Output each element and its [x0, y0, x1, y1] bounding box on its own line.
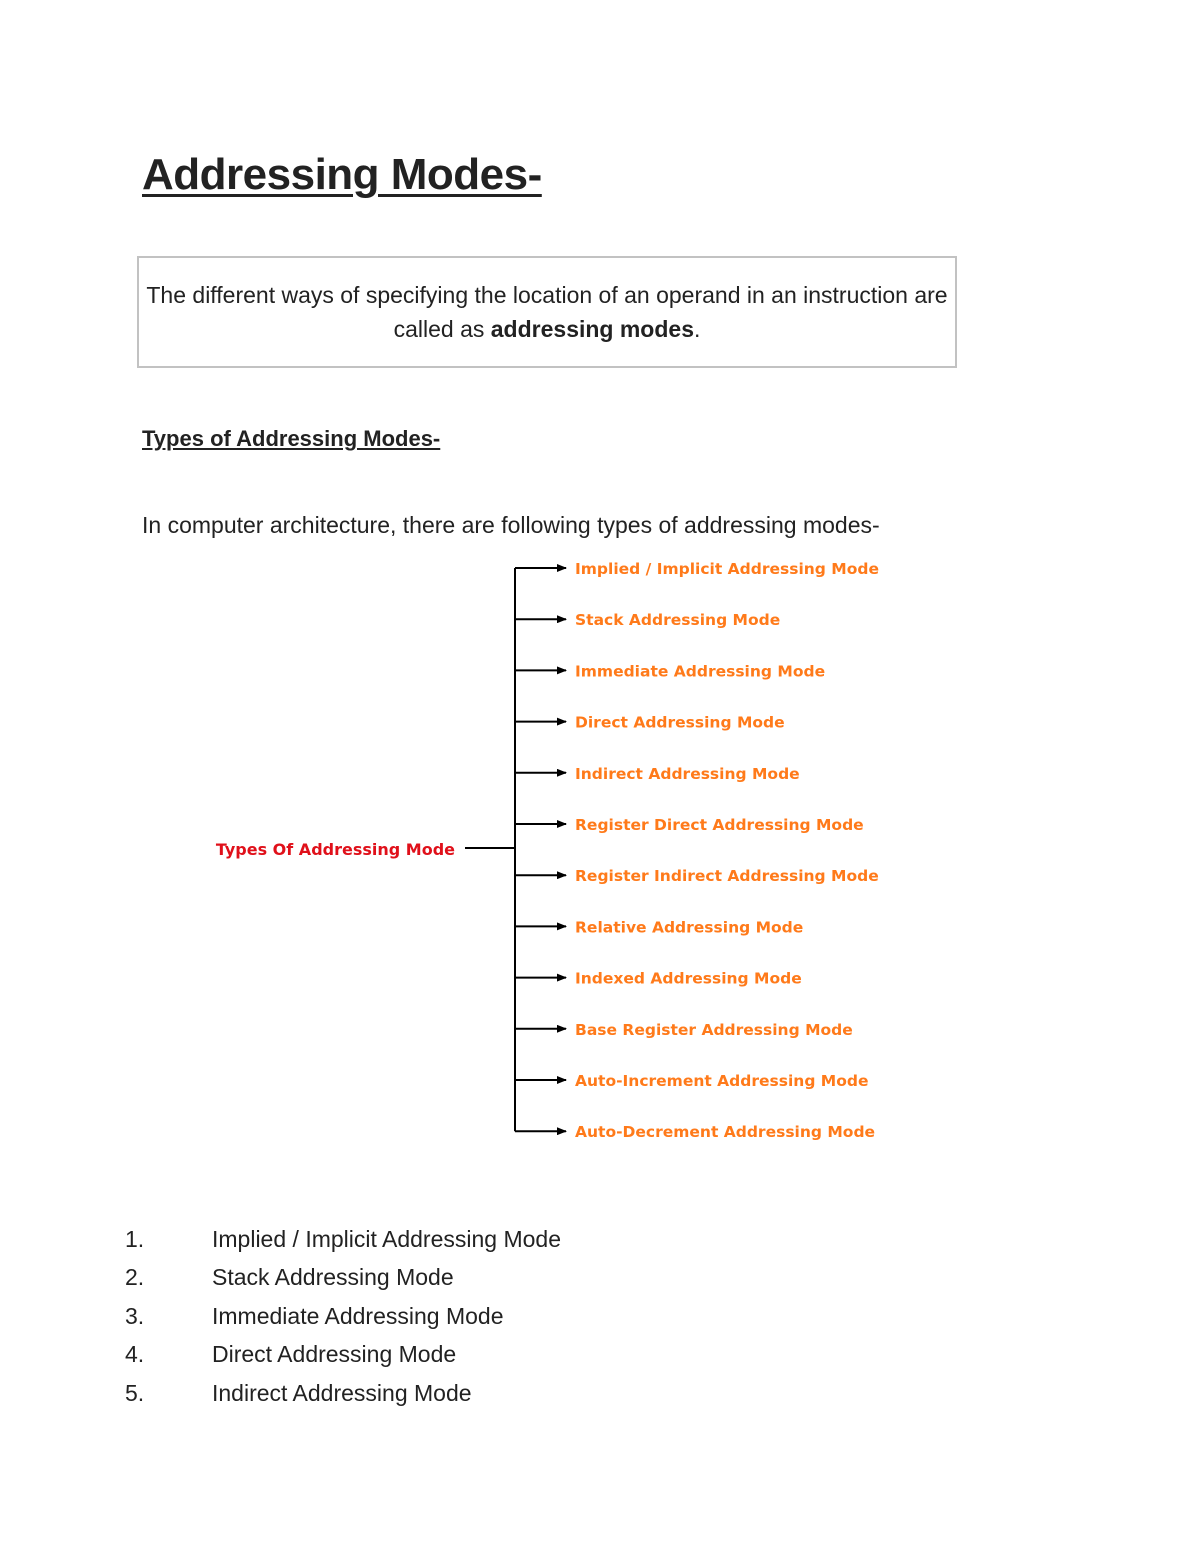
section-heading: Types of Addressing Modes-: [142, 426, 441, 451]
diagram-branch-label: Register Direct Addressing Mode: [575, 816, 864, 834]
list-item: [120, 1259, 561, 1298]
definition-term: addressing modes: [490, 316, 694, 342]
diagram-connector-lines: [465, 568, 566, 1131]
addressing-modes-list: [120, 1220, 561, 1413]
list-item-number: 2.: [125, 1264, 145, 1291]
diagram-branch-label: Relative Addressing Mode: [575, 918, 804, 937]
list-item: [120, 1336, 561, 1375]
definition-box: [137, 256, 957, 368]
list-item-label: Indirect Addressing Mode: [212, 1379, 472, 1406]
list-item: [120, 1374, 561, 1413]
diagram-branch-label: Auto-Decrement Addressing Mode: [575, 1123, 876, 1142]
diagram-branch-label: Stack Addressing Mode: [575, 611, 781, 630]
diagram-branch-label: Register Indirect Addressing Mode: [575, 867, 879, 886]
diagram-branch-label: Base Register Addressing Mode: [575, 1020, 853, 1039]
definition-text-start: The different ways of specifying the location of an operand in an instruction are called as: [146, 282, 948, 342]
page-title: Addressing Modes-: [142, 150, 542, 199]
list-item: [120, 1297, 561, 1336]
definition-text: [139, 278, 955, 346]
list-item-label: Stack Addressing Mode: [212, 1264, 454, 1291]
diagram-branch-label: Implied / Implicit Addressing Mode: [575, 560, 879, 578]
list-item-label: Immediate Addressing Mode: [212, 1302, 504, 1329]
list-item-label: Direct Addressing Mode: [212, 1341, 457, 1368]
definition-text-end: .: [694, 316, 701, 342]
list-item-number: 3.: [125, 1302, 145, 1329]
list-item-number: 4.: [125, 1341, 145, 1368]
list-item: [120, 1220, 561, 1259]
diagram-branch-label: Direct Addressing Mode: [575, 713, 785, 732]
diagram-branch-label: Auto-Increment Addressing Mode: [575, 1072, 869, 1090]
list-item-number: 1.: [125, 1225, 145, 1252]
diagram-branch-label: Indirect Addressing Mode: [575, 764, 800, 783]
diagram-labels: [216, 560, 879, 1141]
diagram-branch-label: Immediate Addressing Mode: [575, 662, 826, 681]
list-item-number: 5.: [125, 1379, 145, 1406]
diagram-branch-label: Indexed Addressing Mode: [575, 969, 802, 988]
diagram-root-label: Types Of Addressing Mode: [215, 840, 455, 859]
intro-paragraph: In computer architecture, there are following types of addressing modes-: [142, 512, 880, 538]
list-item-label: Implied / Implicit Addressing Mode: [212, 1225, 561, 1252]
